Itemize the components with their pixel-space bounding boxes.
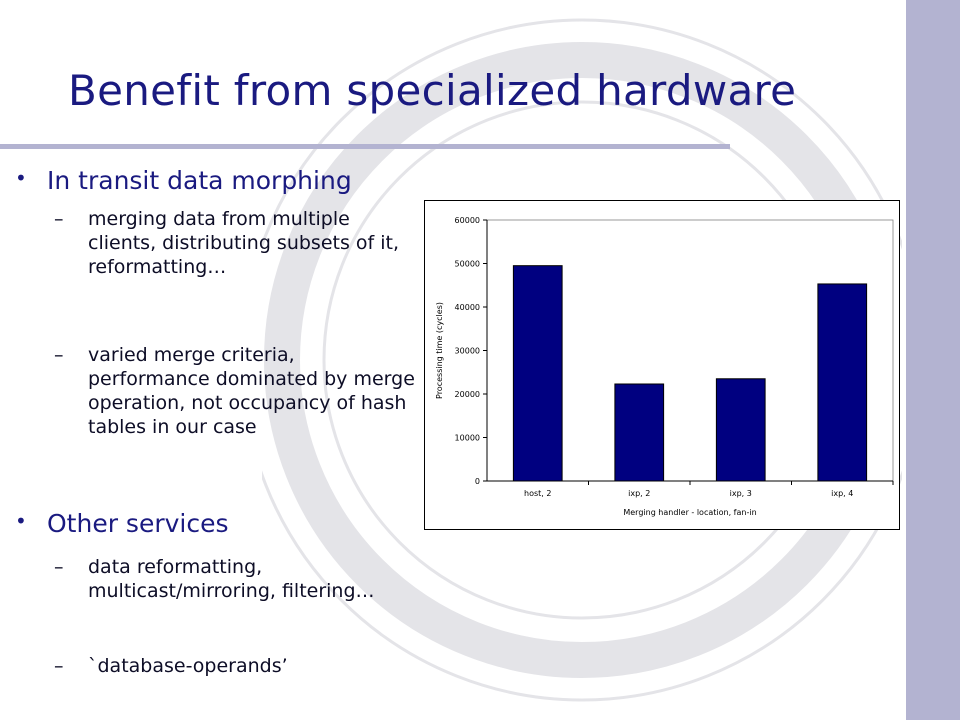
sub-bullet-item [54,343,418,439]
sub-bullet-item [54,654,418,678]
bar [615,384,664,481]
y-axis-title: Processing time (cycles) [435,302,444,399]
bullet-item [15,166,352,195]
sub-bullet-item [54,555,418,603]
bullet-text: Other services [47,509,229,538]
y-tick-label: 50000 [454,259,480,269]
bullet-dot: • [15,509,27,533]
y-tick-label: 0 [474,477,480,486]
sub-bullet-text: varied merge criteria, performance dominated by merge operation, not occupancy of hash tables in our case [88,344,415,438]
sub-bullet-dash: – [54,208,64,230]
bullet-text: In transit data morphing [47,166,352,195]
side-accent-bar [906,0,960,720]
bullet-dot: • [15,166,27,190]
y-tick-label: 20000 [454,390,480,399]
bar-chart [424,200,900,530]
bar [818,284,867,481]
x-tick-label: ixp, 3 [729,489,752,498]
sub-bullet-text: merging data from multiple clients, distributing subsets of it, reformatting… [88,208,400,278]
y-tick-label: 30000 [454,346,480,356]
y-tick-label: 10000 [454,433,480,443]
sub-bullet-item [54,207,418,279]
bar [716,379,765,481]
sub-bullet-dash: – [54,655,64,677]
sub-bullet-text: `database-operands’ [88,655,288,677]
y-tick-label: 60000 [454,216,480,225]
sub-bullet-dash: – [54,556,64,578]
y-tick-label: 40000 [454,303,480,312]
chart-canvas [425,201,901,531]
x-tick-label: ixp, 2 [628,489,651,498]
slide-title: Benefit from specialized hardware [68,66,797,115]
title-underline [0,144,730,149]
bar [513,266,562,481]
x-axis-title: Merging handler - location, fan-in [623,508,757,517]
bullet-item [15,509,229,538]
x-tick-label: ixp, 4 [831,489,854,498]
sub-bullet-text: data reformatting, multicast/mirroring, filtering… [88,556,375,602]
x-tick-label: host, 2 [524,489,552,498]
sub-bullet-dash: – [54,344,64,366]
